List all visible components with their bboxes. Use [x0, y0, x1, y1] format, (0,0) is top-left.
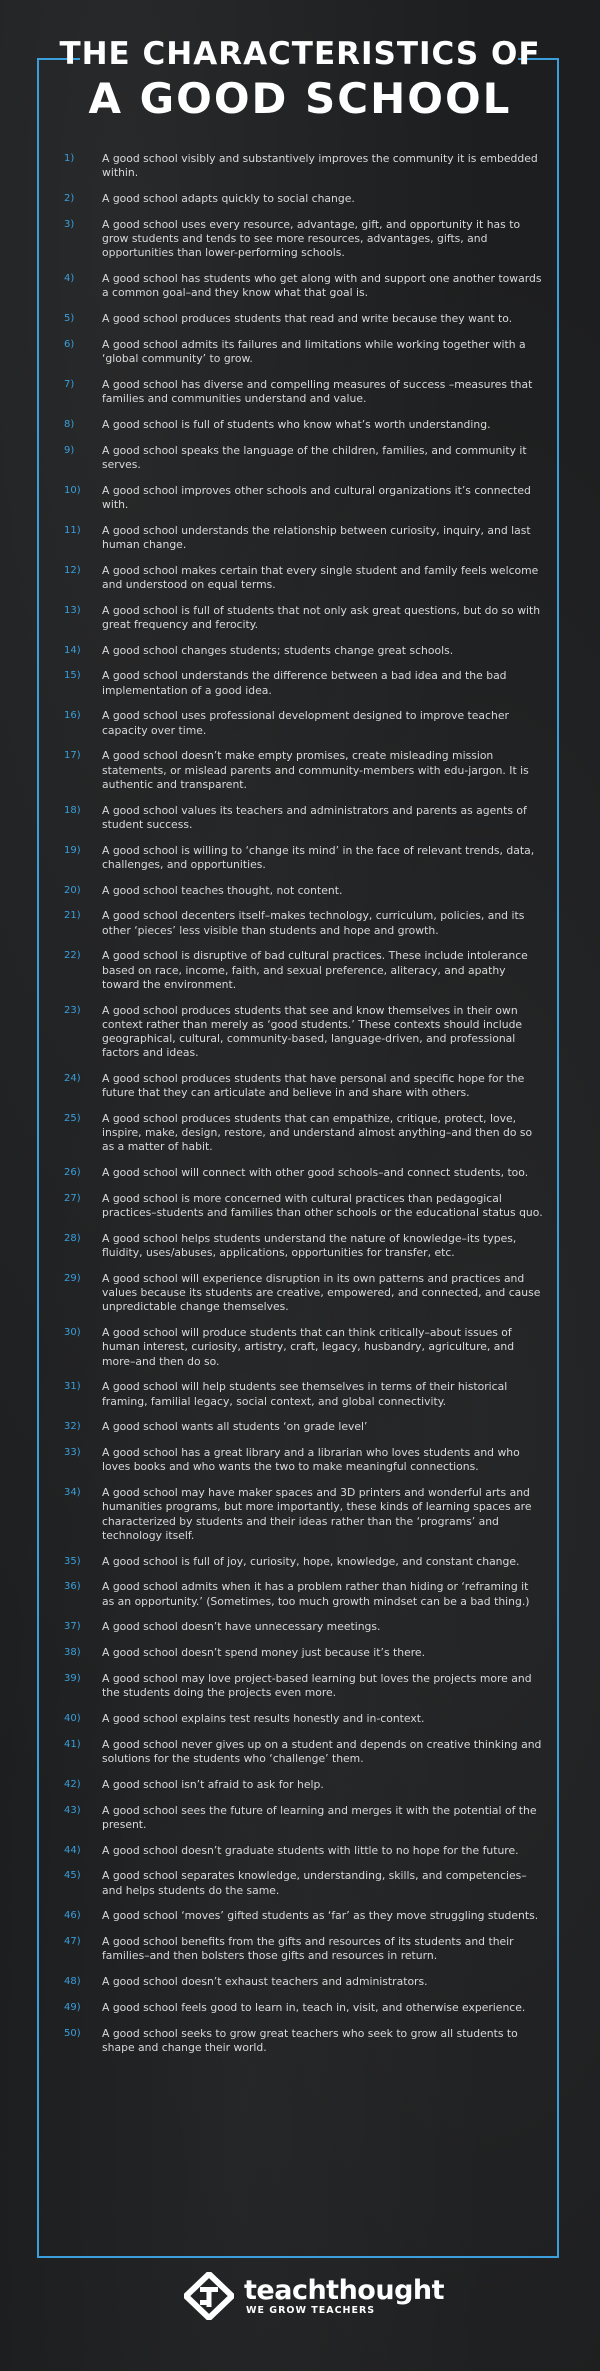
list-item — [64, 1935, 544, 1963]
item-text: A good school is disruptive of bad cultural practices. These include intolerance based on race, income, faith, and sexual preference, aliteracy, and apathy toward the environment. — [102, 949, 528, 991]
item-number: 39) — [64, 1673, 81, 1684]
item-number: 46) — [64, 1910, 81, 1922]
list-item — [64, 1672, 544, 1700]
item-number: 30) — [64, 1327, 81, 1339]
item-number: 11) — [64, 524, 81, 536]
item-number: 48) — [64, 1976, 81, 1988]
list-item — [64, 564, 544, 592]
list-item — [64, 218, 544, 261]
item-text: A good school doesn’t exhaust teachers and administrators. — [102, 1975, 428, 1989]
list-item — [64, 909, 544, 937]
brand-name: teachthought — [244, 2275, 445, 2306]
item-number: 44) — [64, 1844, 81, 1856]
item-text: A good school has diverse and compelling measures of success –measures that families and communities understand and value. — [102, 377, 533, 405]
list-item — [64, 1778, 544, 1792]
list-item — [64, 1580, 544, 1608]
item-text: A good school is willing to ‘change its mind’ in the face of relevant trends, data, challenges, and opportunities. — [102, 843, 535, 871]
item-text: A good school uses every resource, advantage, gift, and opportunity it has to grow students and tends to see more resources, advantages, gifts, and opportunities than lower-performing schools. — [102, 217, 521, 260]
list-item — [64, 1620, 544, 1634]
characteristics-list — [64, 152, 544, 2067]
item-number: 27) — [64, 1193, 81, 1204]
list-item — [64, 1555, 544, 1569]
item-text: A good school wants all students ‘on grade level’ — [102, 1420, 368, 1434]
list-item — [64, 1420, 544, 1434]
item-text: A good school has a great library and a librarian who loves students and who loves books and who wants the two to make meaningful connections. — [102, 1446, 520, 1474]
list-item — [64, 484, 544, 512]
item-text: A good school isn’t afraid to ask for help. — [102, 1777, 324, 1791]
item-number: 26) — [64, 1167, 81, 1179]
item-text: A good school may love project-based learning but loves the projects more and the students doing the projects even more. — [102, 1672, 532, 1700]
item-number: 19) — [64, 844, 81, 856]
list-item — [64, 669, 544, 697]
item-number: 45) — [64, 1870, 81, 1882]
item-number: 35) — [64, 1555, 81, 1567]
item-number: 50) — [64, 2027, 81, 2039]
list-item — [64, 1975, 544, 1989]
list-item — [64, 1112, 544, 1155]
item-number: 34) — [64, 1487, 81, 1499]
item-number: 29) — [64, 1273, 81, 1284]
item-text: A good school will produce students that can think critically–about issues of human interest, curiosity, artistry, craft, legacy, husbandry, agriculture, and more–and then do so. — [102, 1326, 515, 1368]
list-item — [64, 1072, 544, 1100]
item-text: A good school will experience disruption in its own patterns and practices and values because its students are creative, empowered, and connected, and cause unpredictable change themselves. — [102, 1272, 541, 1314]
item-text: A good school produces students that can empathize, critique, protect, love, inspire, make, design, restore, and understand almost anything–and then do so as a matter of habit. — [102, 1112, 533, 1154]
list-item — [64, 524, 544, 552]
item-text: A good school benefits from the gifts and resources of its students and their families–and then bolsters those gifts and resources in return. — [102, 1935, 514, 1963]
item-number: 22) — [64, 950, 81, 962]
list-item — [64, 1232, 544, 1260]
list-item — [64, 418, 544, 432]
item-number: 33) — [64, 1447, 81, 1459]
item-text: A good school doesn’t spend money just because it’s there. — [102, 1646, 426, 1660]
list-item — [64, 1272, 544, 1315]
item-number: 14) — [64, 644, 81, 656]
item-number: 31) — [64, 1381, 81, 1393]
item-number: 6) — [64, 338, 75, 350]
item-number: 1) — [64, 153, 75, 164]
item-number: 43) — [64, 1804, 81, 1816]
item-number: 40) — [64, 1713, 81, 1724]
list-item — [64, 709, 544, 737]
list-item — [64, 1166, 544, 1180]
item-number: 23) — [64, 1004, 81, 1016]
item-number: 17) — [64, 750, 81, 762]
list-item — [64, 378, 544, 406]
item-text: A good school sees the future of learning and merges it with the potential of the present. — [102, 1803, 537, 1831]
brand-logo — [184, 2272, 445, 2320]
item-text: A good school understands the relationship between curiosity, inquiry, and last human change. — [102, 523, 531, 551]
title-line-1: THE CHARACTERISTICS OF — [59, 36, 541, 72]
item-number: 13) — [64, 604, 81, 616]
item-text: A good school understands the difference between a bad idea and the bad implementation of a good idea. — [102, 669, 507, 697]
item-text: A good school explains test results honestly and in-context. — [102, 1712, 425, 1725]
item-text: A good school values its teachers and administrators and parents as agents of student success. — [102, 803, 527, 831]
item-number: 18) — [64, 804, 81, 816]
item-text: A good school ‘moves’ gifted students as ‘far’ as they move struggling students. — [102, 1909, 539, 1923]
item-text: A good school separates knowledge, understanding, skills, and competencies–and helps students do the same. — [102, 1869, 527, 1897]
item-text: A good school feels good to learn in, teach in, visit, and otherwise experience. — [102, 2000, 526, 2014]
list-item — [64, 2001, 544, 2015]
item-number: 28) — [64, 1233, 81, 1244]
list-item — [64, 1326, 544, 1369]
item-number: 32) — [64, 1421, 81, 1433]
item-number: 37) — [64, 1621, 81, 1633]
list-item — [64, 749, 544, 792]
teachthought-logo-icon — [184, 2272, 234, 2320]
item-number: 36) — [64, 1581, 81, 1593]
item-text: A good school is more concerned with cultural practices than pedagogical practices–students and families than other schools or the educational status quo. — [102, 1192, 543, 1220]
item-number: 20) — [64, 884, 81, 896]
item-text: A good school admits its failures and limitations while working together with a ‘global community’ to grow. — [102, 337, 526, 365]
page-title — [0, 34, 600, 124]
list-item — [64, 312, 544, 326]
item-text: A good school produces students that see and know themselves in their own context rather than merely as ‘good students.’ These contexts should include geographical, cultural, community-based, language-driven, and professional factors and ideas. — [102, 1003, 523, 1060]
list-item — [64, 1486, 544, 1543]
item-number: 12) — [64, 564, 81, 576]
list-item — [64, 644, 544, 658]
list-item — [64, 1738, 544, 1766]
item-text: A good school doesn’t have unnecessary meetings. — [102, 1620, 381, 1634]
item-text: A good school helps students understand the nature of knowledge–its types, fluidity, uses/abuses, applications, opportunities for transfer, etc. — [102, 1232, 517, 1260]
item-text: A good school has students who get along with and support one another towards a common goal–and they know what that goal is. — [102, 272, 542, 300]
list-item — [64, 1446, 544, 1474]
brand-tagline: WE GROW TEACHERS — [246, 2305, 376, 2316]
list-item — [64, 844, 544, 872]
list-item — [64, 1646, 544, 1660]
item-text: A good school seeks to grow great teachers who seek to grow all students to shape and change their world. — [102, 2026, 518, 2054]
item-number: 15) — [64, 670, 81, 682]
list-item — [64, 804, 544, 832]
item-number: 9) — [64, 444, 75, 456]
item-text: A good school speaks the language of the children, families, and community it serves. — [102, 443, 527, 471]
item-number: 49) — [64, 2001, 81, 2013]
list-item — [64, 884, 544, 898]
item-text: A good school is full of students that not only ask great questions, but do so with great frequency and ferocity. — [102, 603, 541, 631]
list-item — [64, 1804, 544, 1832]
item-text: A good school never gives up on a student and depends on creative thinking and solutions for the students who ‘challenge’ them. — [102, 1737, 542, 1765]
item-number: 10) — [64, 484, 81, 496]
list-item — [64, 1192, 544, 1220]
item-text: A good school produces students that read and write because they want to. — [102, 312, 513, 325]
list-item — [64, 272, 544, 300]
list-item — [64, 1844, 544, 1858]
title-line-2: A GOOD SCHOOL — [88, 74, 512, 123]
item-text: A good school visibly and substantively improves the community it is embedded within. — [102, 152, 538, 180]
list-item — [64, 1004, 544, 1061]
item-text: A good school may have maker spaces and 3D printers and wonderful arts and humanities programs, but more importantly, these kinds of learning spaces are characterized by students and their ideas rather than the ‘programs’ and technology itself. — [102, 1486, 532, 1542]
item-text: A good school is full of joy, curiosity, hope, knowledge, and constant change. — [102, 1554, 520, 1568]
item-number: 8) — [64, 418, 75, 430]
item-text: A good school makes certain that every single student and family feels welcome and understood on equal terms. — [102, 563, 539, 591]
item-text: A good school adapts quickly to social change. — [102, 192, 355, 205]
item-number: 24) — [64, 1073, 81, 1084]
item-text: A good school admits when it has a problem rather than hiding or ‘reframing it as an opportunity.’ (Sometimes, too much growth mindset can be a bad thing.) — [102, 1580, 530, 1608]
list-item — [64, 1869, 544, 1897]
item-text: A good school doesn’t graduate students with little to no hope for the future. — [102, 1843, 519, 1857]
item-text: A good school produces students that have personal and specific hope for the future that they can articulate and believe in and share with others. — [102, 1072, 525, 1100]
list-item — [64, 2027, 544, 2055]
list-item — [64, 604, 544, 632]
item-text: A good school uses professional development designed to improve teacher capacity over time. — [102, 709, 509, 737]
list-item — [64, 1380, 544, 1408]
item-number: 47) — [64, 1936, 81, 1948]
item-text: A good school changes students; students change great schools. — [102, 643, 454, 657]
item-text: A good school decenters itself–makes technology, curriculum, policies, and its other ‘pieces’ less visible than students and hope and growth. — [102, 909, 525, 937]
item-text: A good school will help students see themselves in terms of their historical framing, familial legacy, social context, and global connectivity. — [102, 1380, 508, 1408]
item-number: 21) — [64, 910, 81, 922]
list-item — [64, 444, 544, 472]
item-number: 5) — [64, 313, 75, 324]
list-item — [64, 1909, 544, 1923]
list-item — [64, 1712, 544, 1726]
item-number: 3) — [64, 218, 75, 230]
item-number: 16) — [64, 710, 81, 722]
item-text: A good school doesn’t make empty promises, create misleading mission statements, or mislead parents and community-members with edu-jargon. It is authentic and transparent. — [102, 749, 529, 791]
item-number: 42) — [64, 1778, 81, 1790]
item-number: 2) — [64, 193, 75, 204]
list-item — [64, 152, 544, 180]
item-number: 41) — [64, 1738, 81, 1750]
item-number: 7) — [64, 378, 75, 390]
item-number: 38) — [64, 1647, 81, 1659]
item-text: A good school improves other schools and cultural organizations it’s connected with. — [102, 483, 531, 511]
item-text: A good school will connect with other good schools–and connect students, too. — [102, 1166, 529, 1180]
list-item — [64, 949, 544, 992]
item-text: A good school teaches thought, not content. — [102, 883, 343, 897]
item-number: 4) — [64, 273, 75, 284]
list-item — [64, 338, 544, 366]
item-text: A good school is full of students who know what’s worth understanding. — [102, 417, 491, 431]
list-item — [64, 192, 544, 206]
item-number: 25) — [64, 1113, 81, 1124]
